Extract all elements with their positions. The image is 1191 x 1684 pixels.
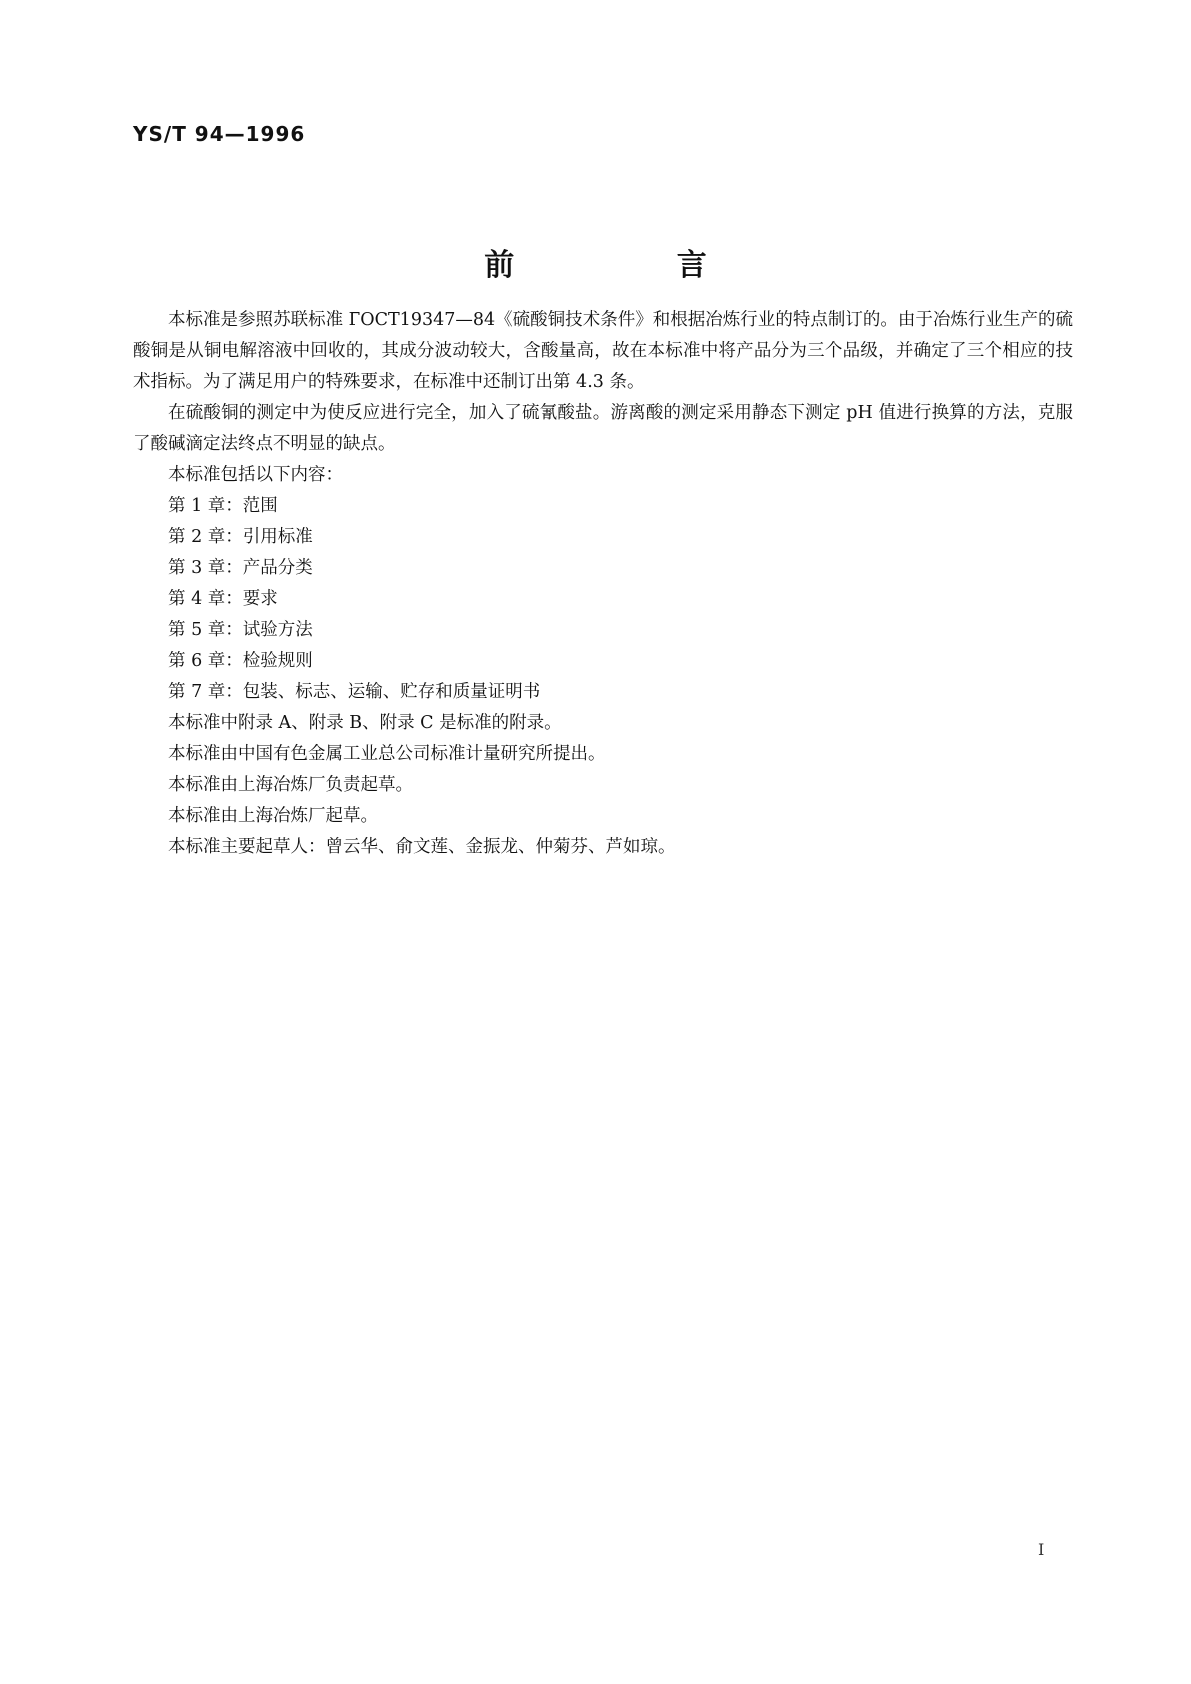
page-title: 前 言	[484, 248, 783, 283]
drafting-note: 本标准由上海冶炼厂起草。	[168, 806, 378, 826]
chapter-item: 第 2 章：引用标准	[168, 527, 313, 547]
paragraph: 在硫酸铜的测定中为使反应进行完全，加入了硫氰酸盐。游离酸的测定采用静态下测定 pH 值进行换算的方法，克服了酸碱滴定法终点不明显的缺点。	[133, 403, 1073, 454]
chapter-item: 第 4 章：要求	[168, 589, 278, 609]
page-number: I	[1038, 1540, 1045, 1559]
contents-intro: 本标准包括以下内容：	[168, 465, 343, 485]
paragraph: 本标准是参照苏联标准 ГОСТ19347—84《硫酸铜技术条件》和根据冶炼行业的特点制订的。由于冶炼行业生产的硫酸铜是从铜电解溶液中回收的，其成分波动较大，含酸量高，故在本标准中将产品分为三个品级，并确定了三个相应的技术指标。为了满足用户的特殊要求，在标准中还制订出第 4.3 条。	[133, 310, 1073, 392]
chapter-item: 第 5 章：试验方法	[168, 620, 313, 640]
chapter-item: 第 1 章：范围	[168, 496, 278, 516]
chapter-item: 第 6 章：检验规则	[168, 651, 313, 671]
drafting-responsible-note: 本标准由上海冶炼厂负责起草。	[168, 775, 413, 795]
appendix-note: 本标准中附录 A、附录 B、附录 C 是标准的附录。	[168, 713, 562, 733]
chapter-item: 第 7 章：包装、标志、运输、贮存和质量证明书	[168, 682, 541, 702]
proposer-note: 本标准由中国有色金属工业总公司标准计量研究所提出。	[168, 744, 606, 764]
document-code: YS/T 94—1996	[133, 122, 306, 146]
document-body	[133, 305, 1073, 863]
drafters-note: 本标准主要起草人：曾云华、俞文莲、金振龙、仲菊芬、芦如琼。	[168, 837, 676, 857]
chapter-item: 第 3 章：产品分类	[168, 558, 313, 578]
